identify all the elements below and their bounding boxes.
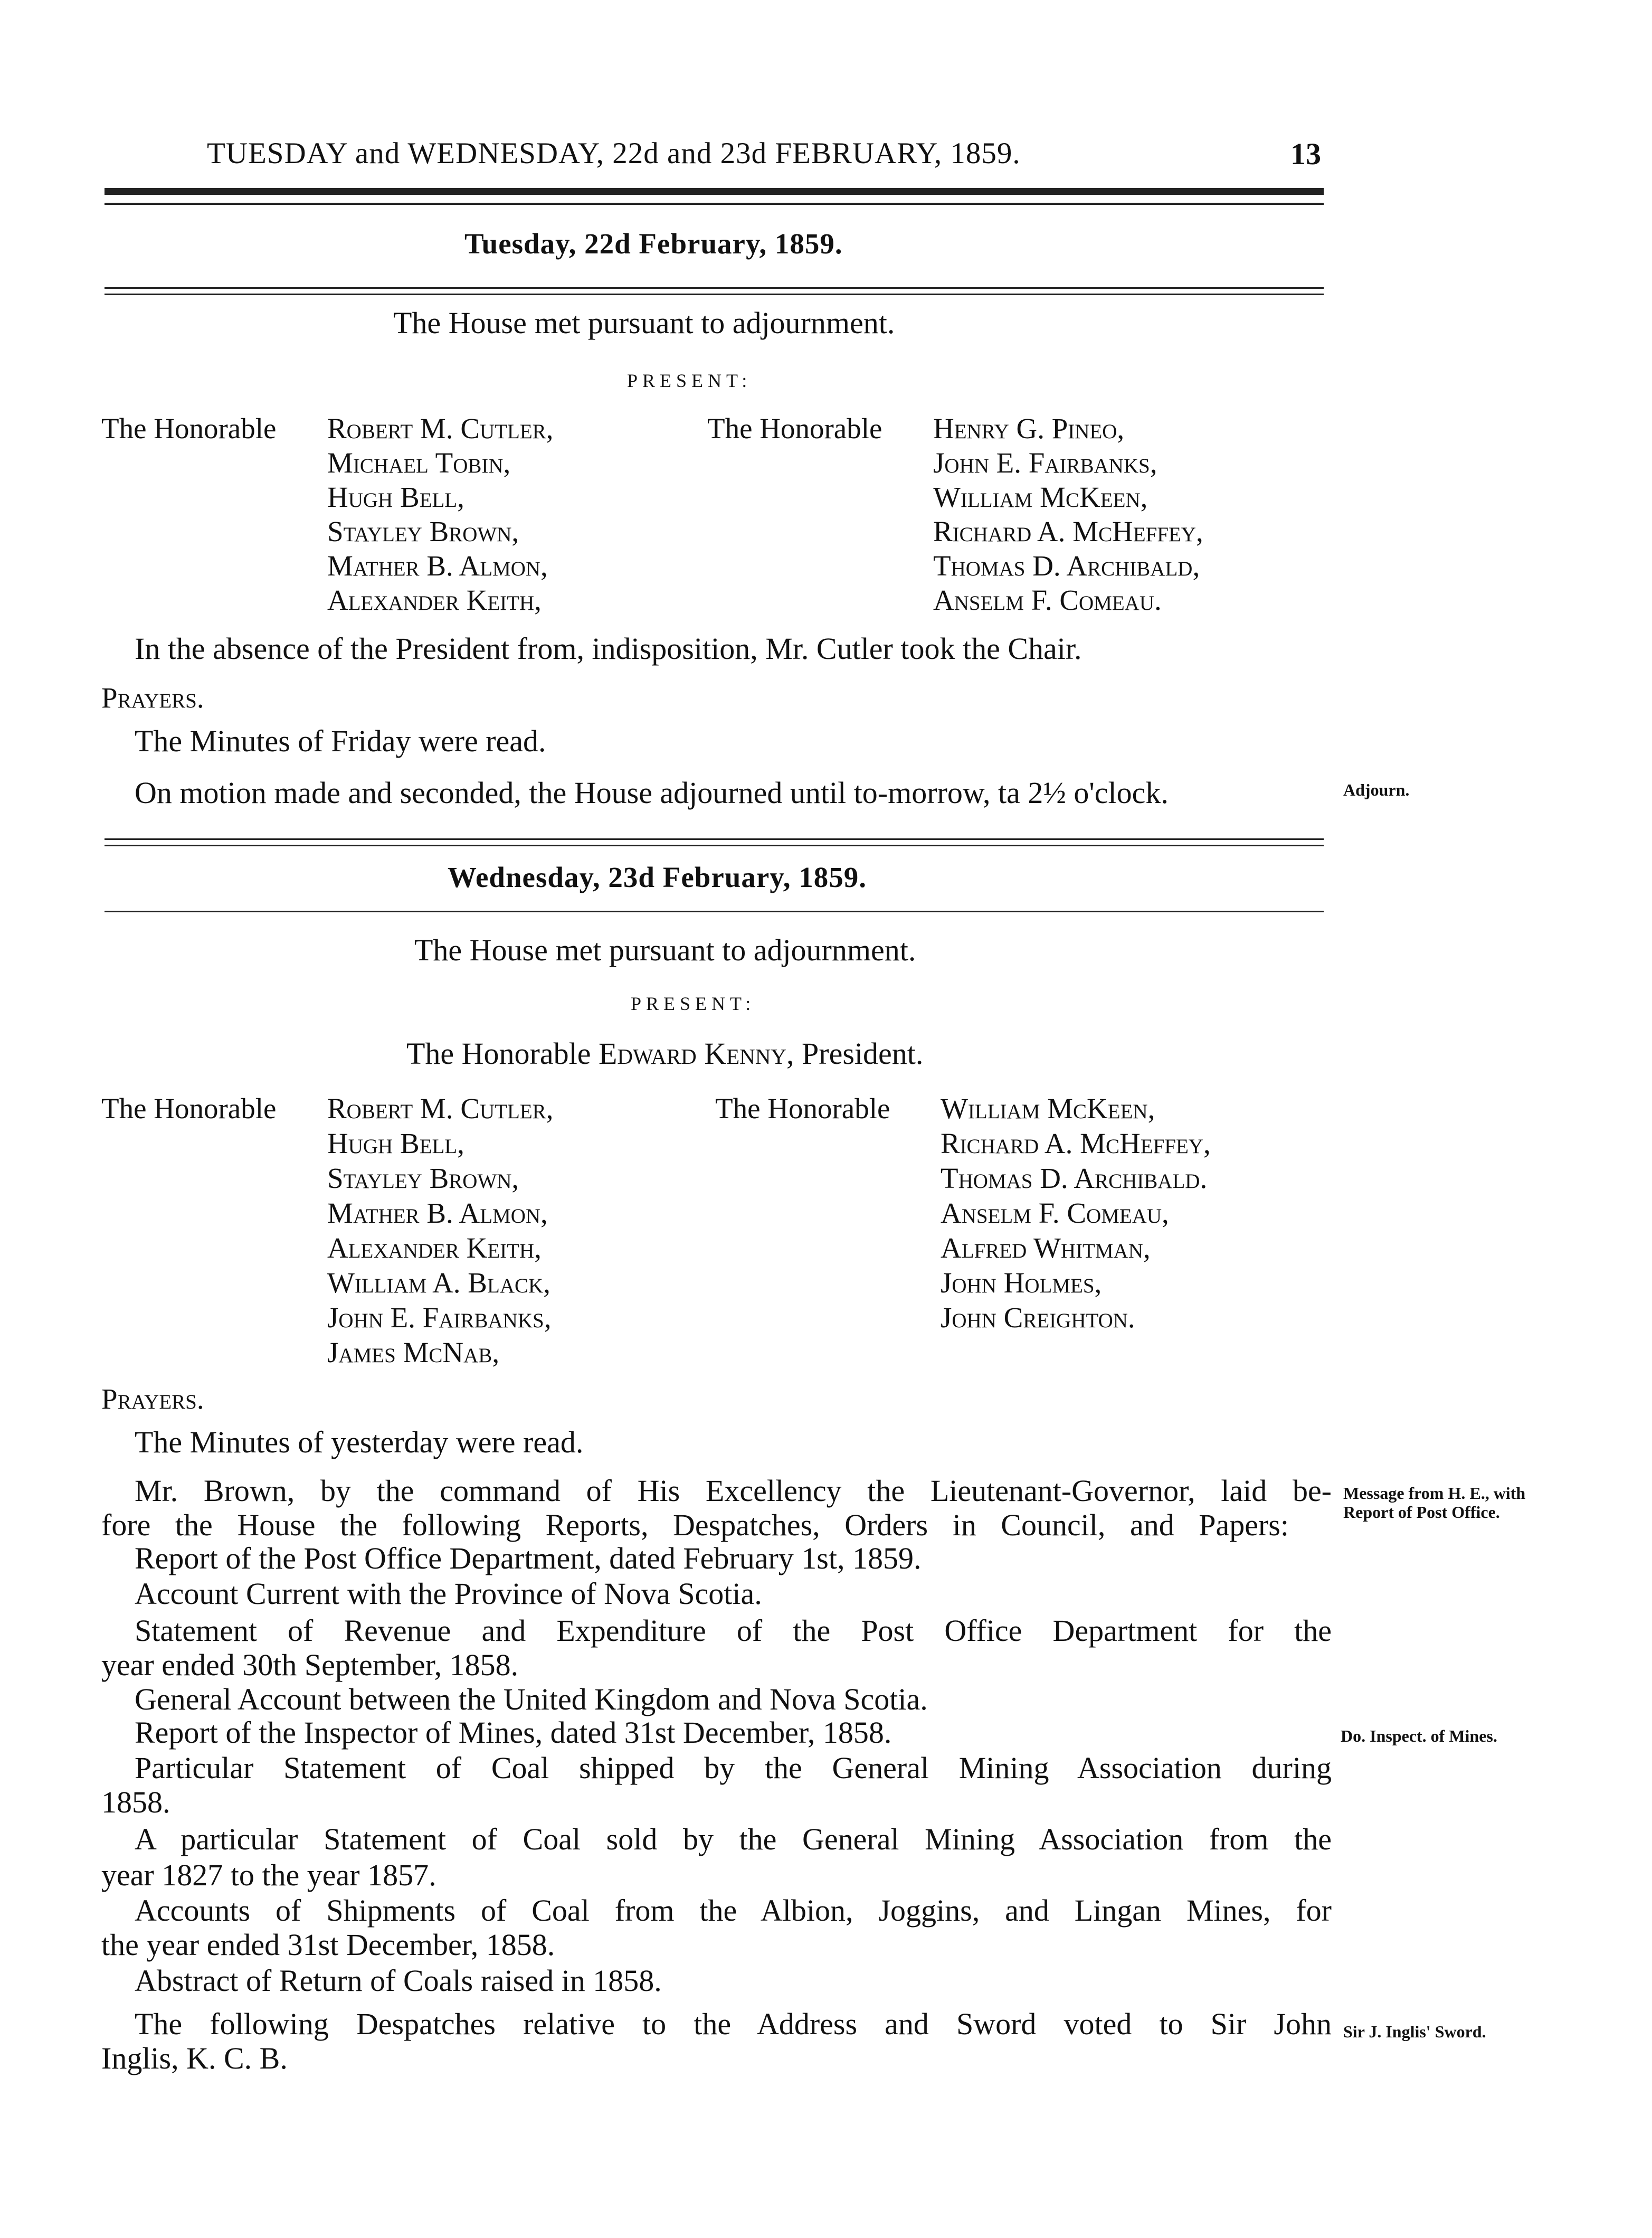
tuesday-member: Stayley Brown, bbox=[327, 515, 519, 547]
wednesday-member: Alfred Whitman, bbox=[941, 1232, 1151, 1264]
wednesday-honorable-right: The Honorable bbox=[715, 1092, 890, 1125]
tuesday-honorable-right: The Honorable bbox=[707, 412, 882, 445]
wednesday-member: John E. Fairbanks, bbox=[327, 1301, 552, 1334]
despatch-line-2: Inglis, K. C. B. bbox=[101, 2041, 288, 2075]
wednesday-member: James McNab, bbox=[327, 1336, 500, 1368]
president-name: Edward Kenny, bbox=[598, 1036, 794, 1071]
wednesday-rule-2 bbox=[105, 845, 1324, 846]
header-rule-thin bbox=[105, 203, 1324, 205]
paper-item: year 1827 to the year 1857. bbox=[101, 1858, 436, 1892]
header-rule-thick bbox=[105, 188, 1324, 195]
president-line bbox=[406, 1036, 923, 1071]
running-title: TUESDAY and WEDNESDAY, 22d and 23d FEBRUARY, 1859. bbox=[207, 137, 1021, 170]
paper-item: the year ended 31st December, 1858. bbox=[101, 1928, 555, 1962]
wednesday-member: John Holmes, bbox=[941, 1267, 1102, 1299]
paper-item: Statement of Revenue and Expenditure of the Post Office Department for the bbox=[135, 1613, 1332, 1648]
page-number: 13 bbox=[1290, 137, 1321, 171]
president-prefix: The Honorable bbox=[406, 1036, 591, 1071]
despatch-line-1: The following Despatches relative to the Address and Sword voted to Sir John bbox=[135, 2007, 1332, 2041]
wednesday-member: Alexander Keith, bbox=[327, 1232, 542, 1264]
wednesday-member: John Creighton. bbox=[941, 1301, 1135, 1334]
tuesday-met: The House met pursuant to adjournment. bbox=[393, 306, 895, 340]
paper-item: General Account between the United Kingdom and Nova Scotia. bbox=[135, 1682, 928, 1716]
wednesday-member: Thomas D. Archibald. bbox=[941, 1162, 1208, 1194]
tuesday-heading: Tuesday, 22d February, 1859. bbox=[464, 228, 843, 260]
paper-item: Report of the Post Office Department, dated February 1st, 1859. bbox=[135, 1541, 922, 1575]
paper-item: Particular Statement of Coal shipped by the General Mining Association during bbox=[135, 1751, 1332, 1785]
sword-margin-note: Sir J. Inglis' Sword. bbox=[1343, 2022, 1486, 2041]
message-margin-note: Message from H. E., with Report of Post Office. bbox=[1343, 1484, 1526, 1522]
wednesday-member: Stayley Brown, bbox=[327, 1162, 519, 1194]
tuesday-member: Alexander Keith, bbox=[327, 584, 542, 616]
paper-item: Report of the Inspector of Mines, dated 31st December, 1858. bbox=[135, 1715, 892, 1750]
tuesday-absence: In the absence of the President from, indisposition, Mr. Cutler took the Chair. bbox=[135, 631, 1082, 666]
wednesday-met: The House met pursuant to adjournment. bbox=[414, 933, 916, 967]
paper-item: 1858. bbox=[101, 1785, 170, 1819]
paper-item: Abstract of Return of Coals raised in 1858. bbox=[135, 1963, 662, 1998]
tuesday-member: Henry G. Pineo, bbox=[933, 412, 1125, 445]
mines-margin-note: Do. Inspect. of Mines. bbox=[1341, 1726, 1497, 1745]
wednesday-heading: Wednesday, 23d February, 1859. bbox=[448, 861, 867, 893]
tuesday-member: Michael Tobin, bbox=[327, 447, 511, 479]
tuesday-member: William McKeen, bbox=[933, 481, 1148, 513]
wednesday-member: Anselm F. Comeau, bbox=[941, 1197, 1169, 1229]
tuesday-rule-2 bbox=[105, 294, 1324, 295]
adjourn-margin-note: Adjourn. bbox=[1343, 780, 1410, 799]
tuesday-minutes: The Minutes of Friday were read. bbox=[135, 724, 546, 758]
tuesday-prayers: Prayers. bbox=[101, 682, 204, 714]
wednesday-member: William A. Black, bbox=[327, 1267, 550, 1299]
tuesday-honorable-left: The Honorable bbox=[101, 412, 277, 445]
wednesday-member: Hugh Bell, bbox=[327, 1127, 464, 1159]
tuesday-member: John E. Fairbanks, bbox=[933, 447, 1157, 479]
tuesday-member: Anselm F. Comeau. bbox=[933, 584, 1162, 616]
wednesday-minutes: The Minutes of yesterday were read. bbox=[135, 1425, 584, 1459]
wednesday-present-label: PRESENT: bbox=[631, 993, 756, 1014]
tuesday-motion: On motion made and seconded, the House adjourned until to-morrow, ta 2½ o'clock. bbox=[135, 776, 1169, 810]
wednesday-rule-3 bbox=[105, 911, 1324, 912]
wednesday-member: Mather B. Almon, bbox=[327, 1197, 548, 1229]
tuesday-member: Richard A. McHeffey, bbox=[933, 515, 1203, 547]
tuesday-rule-1 bbox=[105, 287, 1324, 289]
tuesday-member: Hugh Bell, bbox=[327, 481, 464, 513]
wednesday-member: William McKeen, bbox=[941, 1092, 1155, 1125]
paper-item: Accounts of Shipments of Coal from the Albion, Joggins, and Lingan Mines, for bbox=[135, 1893, 1332, 1928]
tuesday-present-label: PRESENT: bbox=[627, 370, 752, 391]
tuesday-member: Robert M. Cutler, bbox=[327, 412, 554, 445]
paper-item: A particular Statement of Coal sold by the General Mining Association from the bbox=[135, 1822, 1332, 1856]
wednesday-honorable-left: The Honorable bbox=[101, 1092, 277, 1125]
message-line-2: fore the House the following Reports, Despatches, Orders in Council, and Papers: bbox=[101, 1508, 1289, 1542]
tuesday-member: Mather B. Almon, bbox=[327, 550, 548, 582]
wednesday-member: Robert M. Cutler, bbox=[327, 1092, 554, 1125]
wednesday-member: Richard A. McHeffey, bbox=[941, 1127, 1211, 1159]
president-suffix: President. bbox=[802, 1036, 924, 1071]
wednesday-prayers: Prayers. bbox=[101, 1383, 204, 1415]
wednesday-rule-1 bbox=[105, 838, 1324, 840]
paper-item: Account Current with the Province of Nova Scotia. bbox=[135, 1576, 762, 1611]
message-line-1: Mr. Brown, by the command of His Excellency the Lieutenant-Governor, laid be- bbox=[135, 1474, 1332, 1508]
tuesday-member: Thomas D. Archibald, bbox=[933, 550, 1200, 582]
paper-item: year ended 30th September, 1858. bbox=[101, 1648, 519, 1682]
